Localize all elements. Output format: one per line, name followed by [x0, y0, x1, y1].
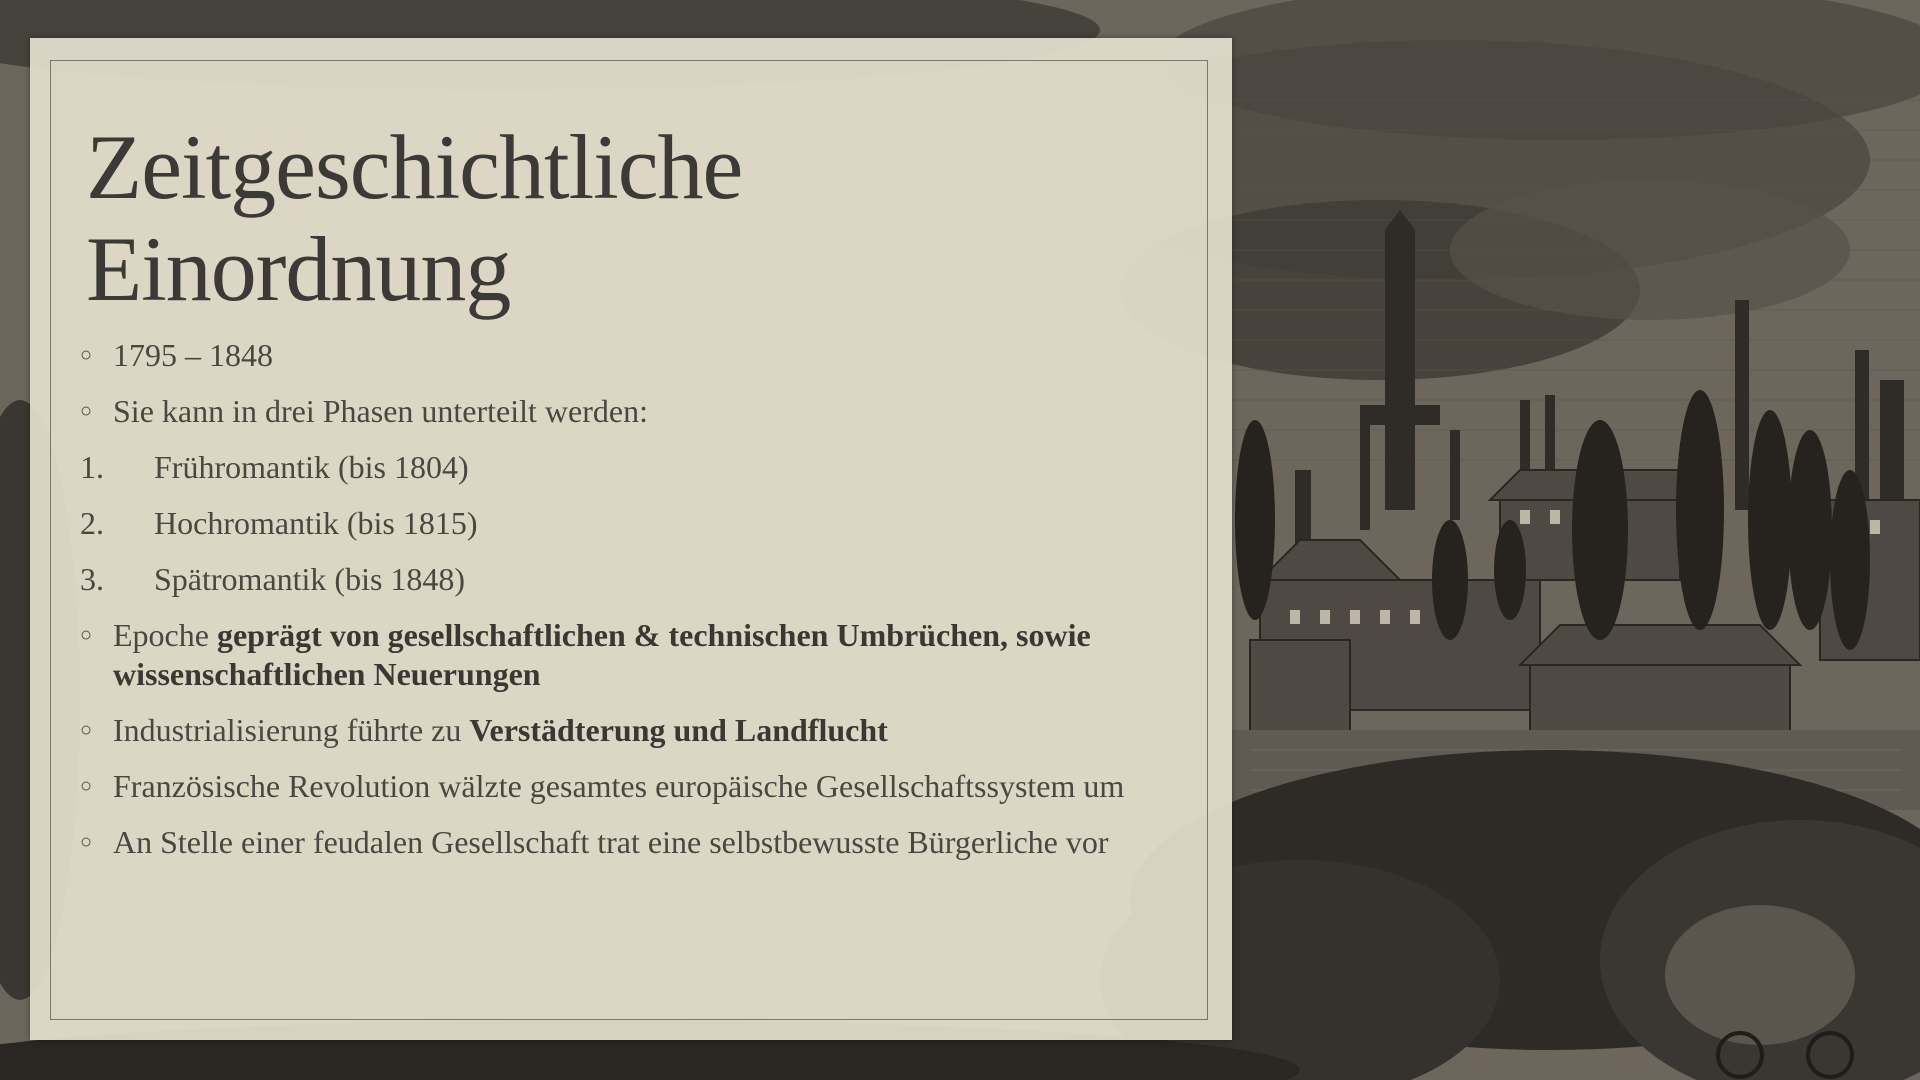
list-item-prefix: Industrialisierung führte zu — [113, 712, 470, 748]
list-item-prefix: Epoche — [113, 617, 217, 653]
list-item-text: Französische Revolution wälzte gesamtes europäische Gesellschaftssystem um — [113, 768, 1125, 804]
title-line-2: Einordnung — [86, 218, 511, 320]
list-number: 1. — [80, 449, 104, 485]
list-number: 3. — [80, 561, 104, 597]
slide-title — [86, 116, 1186, 320]
list-item — [80, 711, 1200, 750]
circle-bullet-icon: ○ — [80, 400, 93, 422]
circle-bullet-icon: ○ — [80, 344, 93, 366]
list-item — [80, 767, 1200, 806]
list-item-text: 1795 – 1848 — [113, 337, 273, 373]
list-item-text: An Stelle einer feudalen Gesellschaft trat eine selbstbewusste Bürgerliche vor — [113, 824, 1109, 860]
list-item-bold: geprägt von gesellschaftlichen & technischen Umbrüchen, sowie wissenschaftlichen Neuerungen — [113, 617, 1091, 692]
list-item-text: Frühromantik (bis 1804) — [154, 449, 469, 485]
list-item-text — [113, 616, 1200, 694]
numbered-item — [80, 448, 1200, 487]
list-item-text: Hochromantik (bis 1815) — [154, 505, 478, 541]
circle-bullet-icon: ○ — [80, 775, 93, 797]
list-item-bold: Verstädterung und Landflucht — [469, 712, 888, 748]
list-item-text: Sie kann in drei Phasen unterteilt werden: — [113, 393, 648, 429]
circle-bullet-icon: ○ — [80, 719, 93, 741]
bullet-list — [80, 336, 1200, 879]
list-item-text — [113, 711, 888, 750]
content-panel — [30, 38, 1232, 1040]
list-item-text: Spätromantik (bis 1848) — [154, 561, 466, 597]
list-item — [80, 392, 1200, 431]
list-number: 2. — [80, 505, 104, 541]
numbered-item — [80, 504, 1200, 543]
list-item — [80, 616, 1200, 694]
circle-bullet-icon: ○ — [80, 624, 93, 646]
numbered-item — [80, 560, 1200, 599]
circle-bullet-icon: ○ — [80, 831, 93, 853]
list-item — [80, 823, 1200, 862]
title-line-1: Zeitgeschichtliche — [86, 116, 743, 218]
list-item — [80, 336, 1200, 375]
